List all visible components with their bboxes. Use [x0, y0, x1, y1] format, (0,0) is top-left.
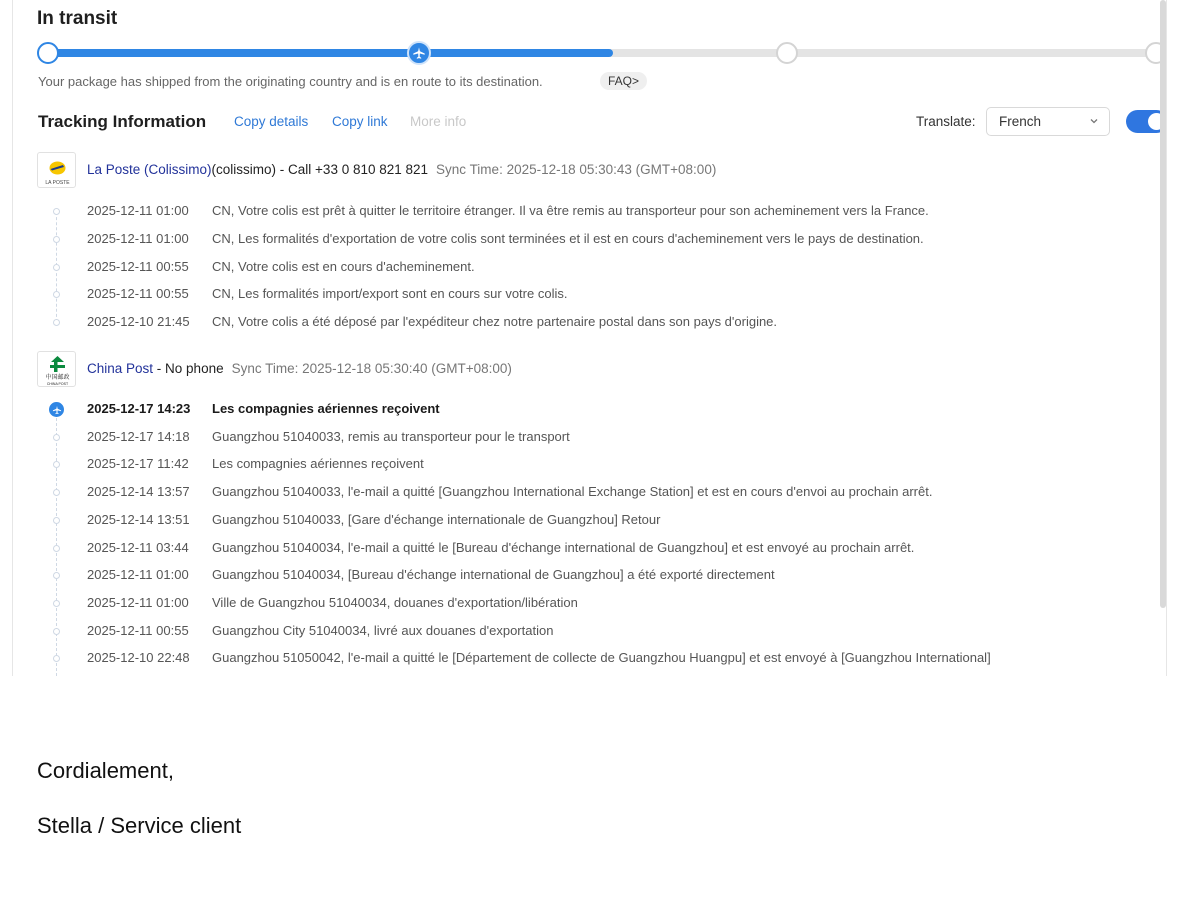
- timeline-dot: [53, 572, 60, 579]
- timeline-dot: [53, 628, 60, 635]
- status-description: Your package has shipped from the originating country and is en route to its destination.: [38, 74, 543, 89]
- timeline-dot: [53, 291, 60, 298]
- event-description: CN, Votre colis est en cours d'acheminement.: [212, 258, 475, 274]
- carrier-header-la-poste: [87, 162, 716, 177]
- status-title: In transit: [37, 8, 118, 29]
- translate-language-value: French: [999, 114, 1042, 129]
- event-time: 2025-12-11 00:55: [87, 622, 189, 638]
- timeline-dot: [53, 517, 60, 524]
- event-description: Guangzhou 51040034, l'e-mail a quitté le [Bureau d'échange international de Guangzhou] et est envoyé au prochain arrêt.: [212, 539, 915, 555]
- timeline-dot: [53, 600, 60, 607]
- chevron-down-icon: [1089, 116, 1099, 126]
- event-description: Guangzhou City 51040034, livré aux douanes d'exportation: [212, 622, 554, 638]
- china-post-logo-icon: [37, 351, 76, 387]
- timeline-dot: [53, 655, 60, 662]
- event-time: 2025-12-11 03:44: [87, 539, 189, 555]
- carrier-contact: - No phone: [153, 361, 224, 376]
- event-description: Guangzhou 51040033, l'e-mail a quitté [Guangzhou International Exchange Station] et est en cours d'envoi au prochain arrêt.: [212, 484, 933, 500]
- timeline-dot: [53, 208, 60, 215]
- event-time: 2025-12-14 13:51: [87, 511, 190, 527]
- sync-time: Sync Time: 2025-12-18 05:30:43 (GMT+08:00): [436, 162, 717, 177]
- tracking-title: Tracking Information: [38, 112, 207, 131]
- china-post-logo-subtext: CHINA POST: [46, 382, 69, 386]
- sync-time: Sync Time: 2025-12-18 05:30:40 (GMT+08:00): [231, 361, 512, 376]
- timeline-dot: [53, 434, 60, 441]
- event-time: 2025-12-11 01:00: [87, 567, 189, 583]
- progress-step-current: [407, 41, 431, 65]
- copy-link-link[interactable]: Copy link: [332, 114, 388, 129]
- timeline-dot: [53, 489, 60, 496]
- timeline-dot: [53, 264, 60, 271]
- event-time: 2025-12-11 01:00: [87, 594, 189, 610]
- event-description: Guangzhou 51040034, [Bureau d'échange international de Guangzhou] a été exporté directement: [212, 567, 775, 583]
- china-post-logo-text: 中国邮政: [45, 374, 70, 381]
- airplane-icon: [49, 402, 64, 417]
- progress-step-pending: [776, 42, 798, 64]
- carrier-name[interactable]: China Post: [87, 361, 154, 376]
- scrollbar[interactable]: [1160, 0, 1166, 608]
- progress-fill: [49, 49, 613, 57]
- timeline-dot: [53, 461, 60, 468]
- event-description: Les compagnies aériennes reçoivent: [212, 401, 440, 416]
- event-description: Guangzhou 51050042, l'e-mail a quitté le [Département de collecte de Guangzhou Huangpu] et est envoyé à [Guangzhou International]: [212, 650, 991, 666]
- timeline-dot: [53, 319, 60, 326]
- carrier-contact: (colissimo) - Call +33 0 810 821 821: [211, 162, 429, 177]
- signoff-greeting: Cordialement,: [37, 758, 174, 783]
- timeline-dot: [53, 545, 60, 552]
- event-time: 2025-12-10 22:48: [87, 650, 190, 666]
- translate-language-select[interactable]: [986, 107, 1110, 136]
- more-info-link[interactable]: More info: [410, 114, 467, 129]
- event-description: Guangzhou 51040033, remis au transporteur pour le transport: [212, 428, 570, 444]
- copy-details-link[interactable]: Copy details: [234, 114, 309, 129]
- event-description: CN, Les formalités d'exportation de votre colis sont terminées et il est en cours d'acheminement vers le pays de destination.: [212, 230, 924, 246]
- carrier-header-china-post: [87, 361, 512, 376]
- progress-step-done: [37, 42, 59, 64]
- event-time: 2025-12-17 14:23: [87, 401, 191, 416]
- event-time: 2025-12-17 11:42: [87, 456, 189, 472]
- signoff-signature: Stella / Service client: [37, 813, 242, 838]
- event-time: 2025-12-17 14:18: [87, 428, 190, 444]
- event-description: Les compagnies aériennes reçoivent: [212, 456, 424, 472]
- event-description: Ville de Guangzhou 51040034, douanes d'exportation/libération: [212, 594, 578, 610]
- event-time: 2025-12-11 01:00: [87, 230, 189, 246]
- translate-label: Translate:: [916, 114, 976, 129]
- event-description: CN, Les formalités import/export sont en cours sur votre colis.: [212, 286, 568, 302]
- carrier-name[interactable]: La Poste (Colissimo): [87, 162, 212, 177]
- la-poste-logo-icon: [37, 152, 76, 188]
- event-time: 2025-12-11 00:55: [87, 258, 189, 274]
- la-poste-logo-text: LA POSTE: [45, 180, 70, 186]
- event-description: CN, Votre colis est prêt à quitter le territoire étranger. Il va être remis au transporteur pour son acheminement vers la France.: [212, 203, 929, 218]
- event-description: Guangzhou 51040033, [Gare d'échange internationale de Guangzhou] Retour: [212, 511, 661, 527]
- event-time: 2025-12-10 21:45: [87, 314, 190, 330]
- event-description: CN, Votre colis a été déposé par l'expéditeur chez notre partenaire postal dans son pays d'origine.: [212, 314, 778, 330]
- timeline-dot: [53, 236, 60, 243]
- faq-link[interactable]: FAQ>: [600, 72, 647, 90]
- tracking-card: [12, 0, 1167, 676]
- event-time: 2025-12-11 01:00: [87, 203, 189, 218]
- event-time: 2025-12-14 13:57: [87, 484, 190, 500]
- airplane-icon: [412, 46, 426, 60]
- event-time: 2025-12-11 00:55: [87, 286, 189, 302]
